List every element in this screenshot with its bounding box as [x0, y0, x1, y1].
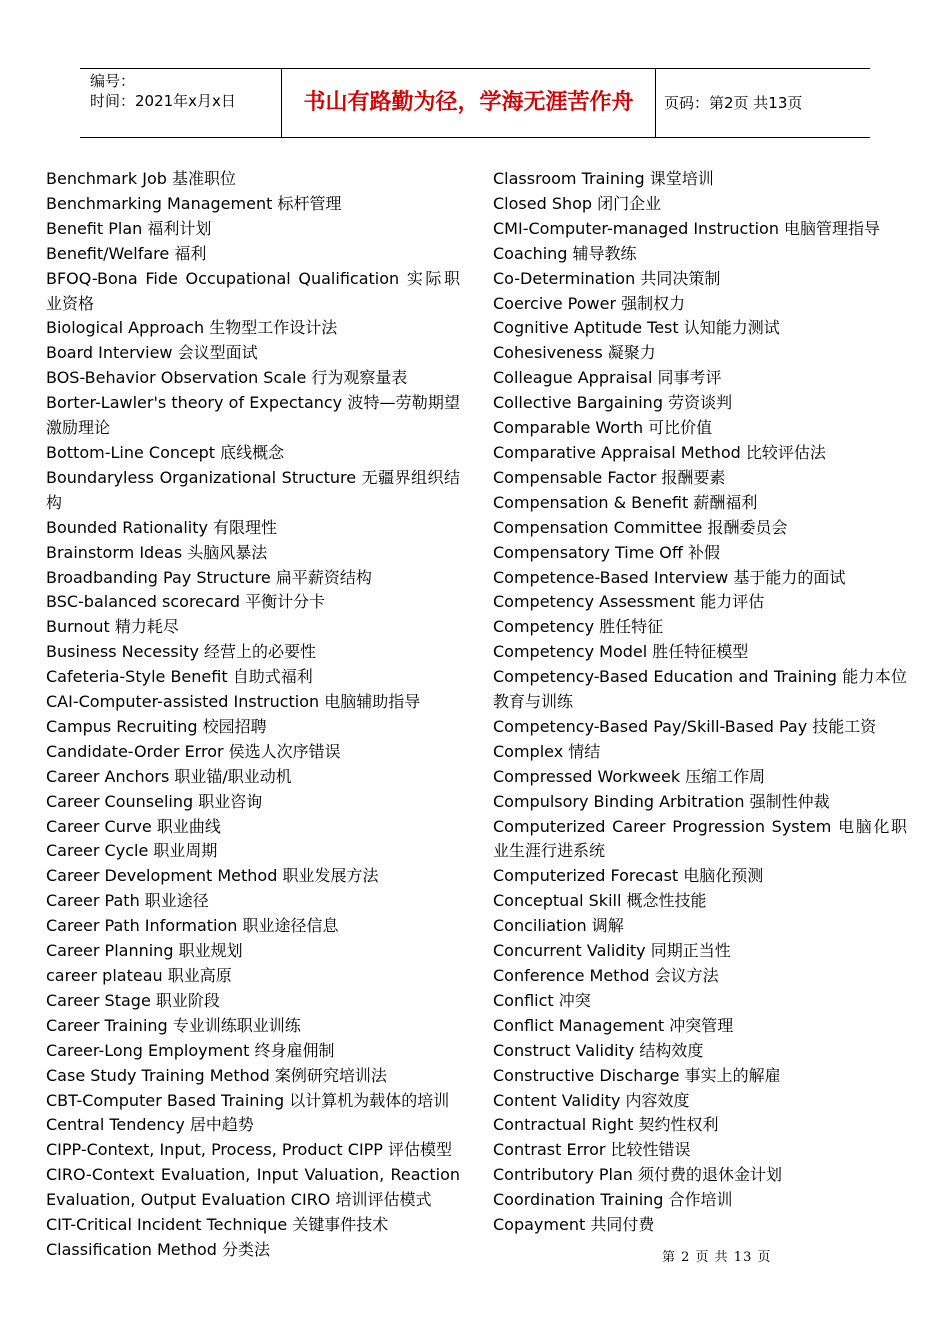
glossary-entry: Concurrent Validity 同期正当性 — [493, 941, 731, 961]
motto-title: 书山有路勤为径，学海无涯苦作舟 — [282, 69, 656, 137]
page-footer: 第 2 页 共 13 页 — [662, 1250, 772, 1265]
glossary-entry: Borter-Lawler's theory of Expectancy 波特—劳勒期望激励理论 — [46, 393, 460, 438]
glossary-entry: Compressed Workweek 压缩工作周 — [493, 766, 766, 786]
glossary-entry: Business Necessity 经营上的必要性 — [46, 642, 317, 662]
glossary-entry: Career Planning 职业规划 — [46, 941, 243, 961]
glossary-entry: Computerized Forecast 电脑化预测 — [493, 866, 764, 886]
glossary-entry: Benchmarking Management 标杆管理 — [46, 193, 342, 213]
glossary-entry: Competency Model 胜任特征模型 — [493, 642, 749, 662]
glossary-entry: Candidate-Order Error 侯选人次序错误 — [46, 741, 341, 761]
glossary-entry: Co-Determination 共同决策制 — [493, 268, 721, 288]
glossary-entry: Computerized Career Progression System 电脑化职业生涯行进系统 — [493, 816, 907, 861]
glossary-entry: Contributory Plan 须付费的退休金计划 — [493, 1165, 783, 1185]
glossary-entry: Career Counseling 职业咨询 — [46, 791, 263, 811]
glossary-entry: Burnout 精力耗尽 — [46, 617, 179, 637]
glossary-entry: Comparable Worth 可比价值 — [493, 418, 713, 438]
glossary-entry: Campus Recruiting 校园招聘 — [46, 716, 267, 736]
glossary-entry: Coordination Training 合作培训 — [493, 1190, 733, 1210]
serial-number-label: 编号： — [90, 72, 136, 90]
glossary-entry: Construct Validity 结构效度 — [493, 1040, 704, 1060]
glossary-entry: Career Curve 职业曲线 — [46, 816, 221, 836]
glossary-entry: Career Path Information 职业途径信息 — [46, 916, 339, 936]
glossary-entry: Contractual Right 契约性权利 — [493, 1115, 719, 1135]
glossary-entry: Coercive Power 强制权力 — [493, 293, 686, 313]
page-header — [80, 68, 870, 138]
glossary-entry: Compensation Committee 报酬委员会 — [493, 517, 788, 537]
glossary-entry: CAI-Computer-assisted Instruction 电脑辅助指导 — [46, 692, 421, 712]
glossary-entry: Complex 情结 — [493, 741, 601, 761]
glossary-entry: Bottom-Line Concept 底线概念 — [46, 442, 285, 462]
glossary-entry: Competence-Based Interview 基于能力的面试 — [493, 567, 846, 587]
glossary-entry: Coaching 辅导教练 — [493, 243, 637, 263]
glossary-entry: Conflict Management 冲突管理 — [493, 1015, 734, 1035]
glossary-column-right — [493, 167, 907, 1238]
glossary-entry: Classroom Training 课堂培训 — [493, 169, 714, 188]
glossary-entry: Benchmark Job 基准职位 — [46, 169, 236, 188]
glossary-entry: Brainstorm Ideas 头脑风暴法 — [46, 542, 268, 562]
glossary-entry: CIT-Critical Incident Technique 关键事件技术 — [46, 1215, 389, 1235]
glossary-entry: Cafeteria-Style Benefit 自助式福利 — [46, 667, 313, 687]
glossary-entry: Conference Method 会议方法 — [493, 966, 719, 985]
glossary-entry: Career-Long Employment 终身雇佣制 — [46, 1040, 335, 1060]
glossary-entry: Collective Bargaining 劳资谈判 — [493, 393, 733, 413]
date-label: 时间：2021年x月x日 — [90, 92, 236, 110]
glossary-entry: CMI-Computer-managed Instruction 电脑管理指导 — [493, 218, 881, 238]
glossary-entry: Competency-Based Pay/Skill-Based Pay 技能工资 — [493, 716, 877, 736]
glossary-entry: Benefit Plan 福利计划 — [46, 218, 212, 238]
glossary-entry: Career Training 专业训练职业训练 — [46, 1015, 301, 1035]
glossary-entry: Constructive Discharge 事实上的解雇 — [493, 1065, 781, 1085]
glossary-entry: career plateau 职业高原 — [46, 966, 232, 985]
glossary-entry: Content Validity 内容效度 — [493, 1090, 690, 1110]
glossary-entry: BFOQ-Bona Fide Occupational Qualification 实际职业资格 — [46, 268, 460, 313]
glossary-entry: Boundaryless Organizational Structure 无疆界组织结构 — [46, 467, 460, 512]
glossary-entry: Career Path 职业途径 — [46, 891, 209, 911]
glossary-entry: Contrast Error 比较性错误 — [493, 1140, 691, 1160]
glossary-entry: BOS-Behavior Observation Scale 行为观察量表 — [46, 368, 408, 388]
glossary-entry: BSC-balanced scorecard 平衡计分卡 — [46, 592, 326, 612]
glossary-entry: Comparative Appraisal Method 比较评估法 — [493, 442, 826, 462]
glossary-entry: Career Stage 职业阶段 — [46, 990, 220, 1010]
glossary-entry: Bounded Rationality 有限理性 — [46, 517, 278, 537]
glossary-entry: Career Anchors 职业锚/职业动机 — [46, 766, 292, 786]
page-indicator: 页码：第2页 共13页 — [664, 94, 803, 112]
glossary-entry: Conciliation 调解 — [493, 916, 624, 936]
glossary-entry: Competency-Based Education and Training 能力本位教育与训练 — [493, 667, 907, 712]
glossary-entry: Copayment 共同付费 — [493, 1215, 655, 1235]
glossary-entry: Conflict 冲突 — [493, 990, 591, 1010]
glossary-entry: Compensable Factor 报酬要素 — [493, 467, 726, 487]
glossary-entry: CIRO-Context Evaluation, Input Valuation, Reaction Evaluation, Output Evaluation CIRO 培训评估模式 — [46, 1165, 460, 1210]
glossary-entry: Closed Shop 闭门企业 — [493, 193, 662, 213]
glossary-entry: CBT-Computer Based Training 以计算机为载体的培训 — [46, 1090, 450, 1110]
glossary-entry: Competency Assessment 能力评估 — [493, 592, 765, 612]
glossary-entry: Competency 胜任特征 — [493, 617, 664, 637]
glossary-entry: Cohesiveness 凝聚力 — [493, 343, 656, 363]
glossary-entry: Cognitive Aptitude Test 认知能力测试 — [493, 318, 780, 338]
glossary-entry: Benefit/Welfare 福利 — [46, 243, 207, 263]
header-meta — [80, 69, 282, 137]
glossary-entry: Compensatory Time Off 补假 — [493, 542, 720, 562]
glossary-column-left — [46, 167, 460, 1263]
glossary-entry: Career Development Method 职业发展方法 — [46, 866, 379, 886]
glossary-entry: Compulsory Binding Arbitration 强制性仲裁 — [493, 791, 830, 811]
glossary-entry: Colleague Appraisal 同事考评 — [493, 368, 722, 388]
glossary-entry: Classification Method 分类法 — [46, 1239, 271, 1259]
glossary-entry: CIPP-Context, Input, Process, Product CIPP 评估模型 — [46, 1140, 453, 1160]
glossary-entry: Conceptual Skill 概念性技能 — [493, 891, 707, 911]
glossary-entry: Broadbanding Pay Structure 扁平薪资结构 — [46, 567, 372, 587]
glossary-entry: Career Cycle 职业周期 — [46, 841, 218, 861]
glossary-entry: Case Study Training Method 案例研究培训法 — [46, 1065, 387, 1085]
glossary-entry: Central Tendency 居中趋势 — [46, 1115, 254, 1135]
glossary-entry: Compensation & Benefit 薪酬福利 — [493, 492, 758, 512]
glossary-entry: Biological Approach 生物型工作设计法 — [46, 318, 338, 338]
glossary-entry: Board Interview 会议型面试 — [46, 343, 258, 363]
